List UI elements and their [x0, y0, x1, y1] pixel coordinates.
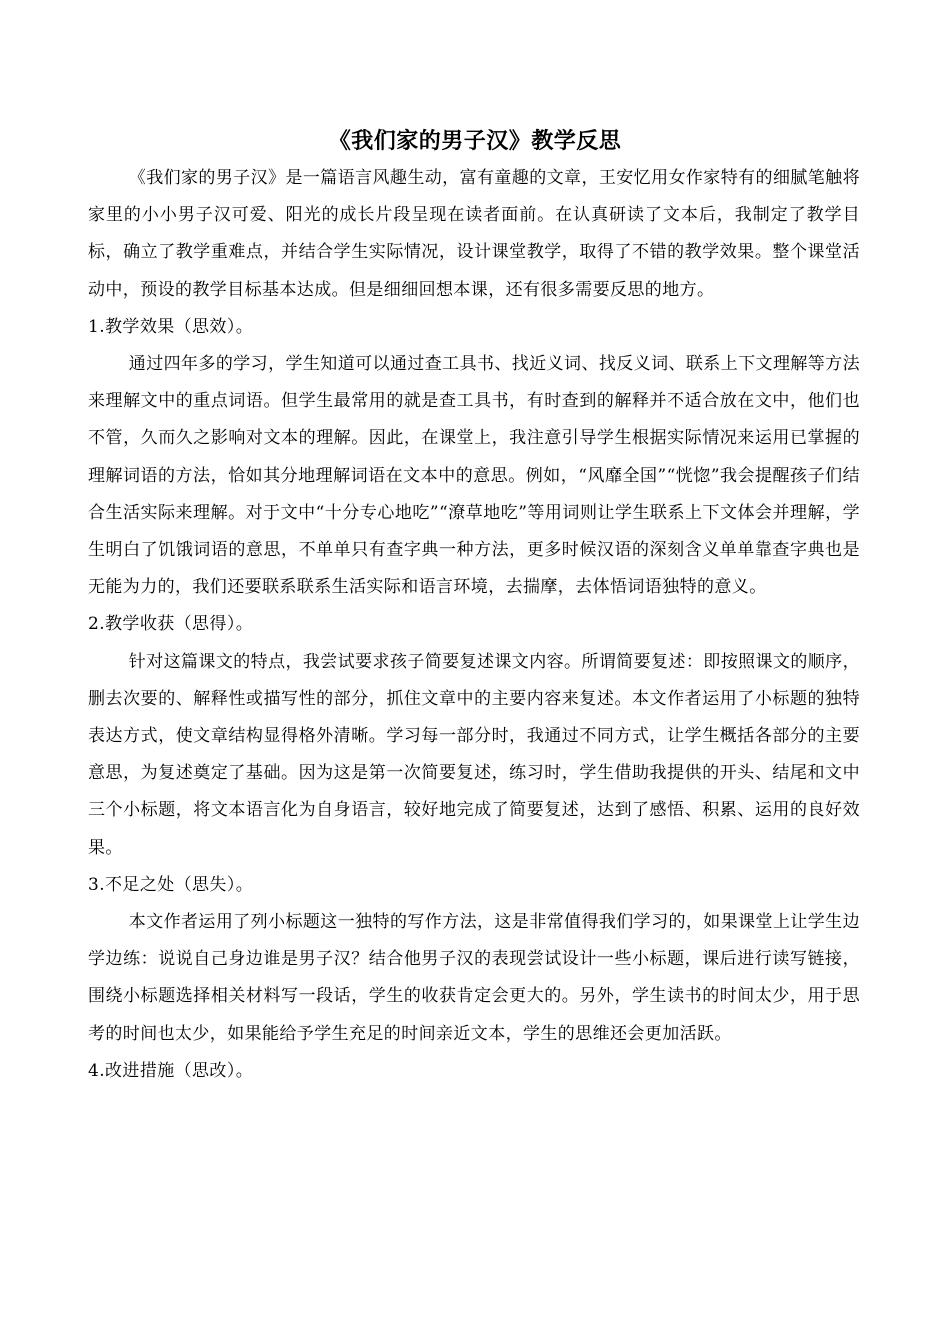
- section-heading-effect: 1.教学效果（思效）。: [88, 316, 254, 337]
- section-heading-gain: 2.教学收获（思得）。: [88, 614, 254, 635]
- section-paragraph-shortcoming: 本文作者运用了列小标题这一独特的写作方法，这是非常值得我们学习的，如果课堂上让学生边学边练：说说自己身边谁是男子汉？结合他男子汉的表现尝试设计一些小标题，课后进行读写链接，围绕小标题选择相关材料写一段话，学生的收获肯定会更大的。另外，学生读书的时间太少，用于思考的时间也太少，如果能给予学生充足的时间亲近文本，学生的思维还会更加活跃。: [88, 912, 860, 1044]
- section-paragraph-effect: 通过四年多的学习，学生知道可以通过查工具书、找近义词、找反义词、联系上下文理解等方法来理解文中的重点词语。但学生最常用的就是查工具书，有时查到的解释并不适合放在文中，他们也不管，久而久之影响对文本的理解。因此，在课堂上，我注意引导学生根据实际情况来运用已掌握的理解词语的方法，恰如其分地理解词语在文本中的意思。例如，“风靡全国”“恍惚”我会提醒孩子们结合生活实际来理解。对于文中“十分专心地吃”“潦草地吃”等用词则让学生联系上下文体会并理解，学生明白了饥饿词语的意思，不单单只有查字典一种方法，更多时候汉语的深刻含义单单靠查字典也是无能为力的，我们还要联系联系生活实际和语言环境，去揣摩，去体悟词语独特的意义。: [88, 354, 860, 598]
- section-heading-improvement: 4.改进措施（思改）。: [88, 1060, 254, 1081]
- document-body: [88, 160, 860, 1090]
- intro-paragraph: 《我们家的男子汉》是一篇语言风趣生动，富有童趣的文章，王安忆用女作家特有的细腻笔触将家里的小小男子汉可爱、阳光的成长片段呈现在读者面前。在认真研读了文本后，我制定了教学目标，确立了教学重难点，并结合学生实际情况，设计课堂教学，取得了不错的教学效果。整个课堂活动中，预设的教学目标基本达成。但是细细回想本课，还有很多需要反思的地方。: [88, 168, 860, 300]
- document-title: 《我们家的男子汉》教学反思: [328, 129, 622, 154]
- section-heading-shortcoming: 3.不足之处（思失）。: [88, 874, 254, 895]
- section-paragraph-gain: 针对这篇课文的特点，我尝试要求孩子简要复述课文内容。所谓简要复述：即按照课文的顺序，删去次要的、解释性或描写性的部分，抓住文章中的主要内容来复述。本文作者运用了小标题的独特表达方式，使文章结构显得格外清晰。学习每一部分时，我通过不同方式，让学生概括各部分的主要意思，为复述奠定了基础。因为这是第一次简要复述，练习时，学生借助我提供的开头、结尾和文中三个小标题，将文本语言化为自身语言，较好地完成了简要复述，达到了感悟、积累、运用的良好效果。: [88, 651, 860, 858]
